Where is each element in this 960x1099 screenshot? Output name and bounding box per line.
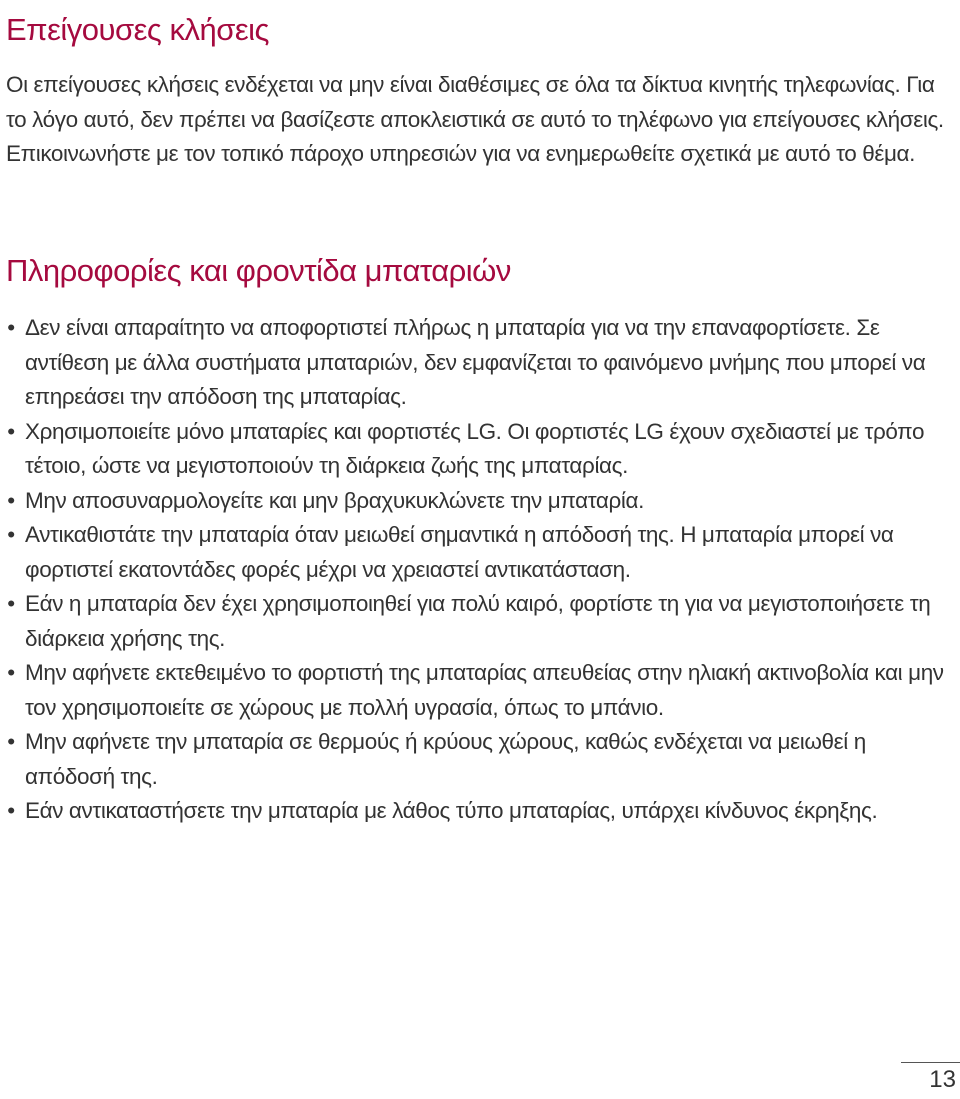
list-item-text: Χρησιμοποιείτε μόνο μπαταρίες και φορτιστές LG. Οι φορτιστές LG έχουν σχεδιαστεί με τρόπο τέτοιο, ώστε να μεγιστοποιούν τη διάρκεια ζωής της μπαταρίας.	[25, 418, 925, 478]
list-item	[0, 656, 960, 725]
battery-info-heading: Πληροφορίες και φροντίδα μπαταριών	[6, 253, 511, 288]
battery-care-list	[0, 311, 960, 829]
list-item	[0, 311, 960, 415]
emergency-calls-paragraph: Οι επείγουσες κλήσεις ενδέχεται να μην είναι διαθέσιμες σε όλα τα δίκτυα κινητής τηλεφωνίας. Για το λόγο αυτό, δεν πρέπει να βασίζεστε αποκλειστικά σε αυτό το τηλέφωνο για επείγουσες κλήσεις. Επικοινωνήστε με τον τοπικό πάροχο υπηρεσιών για να ενημερωθείτε σχετικά με αυτό το θέμα.	[6, 72, 944, 166]
list-item-text: Μην αφήνετε την μπαταρία σε θερμούς ή κρύους χώρους, καθώς ενδέχεται να μειωθεί η απόδοσή της.	[25, 729, 866, 789]
list-item	[0, 518, 960, 587]
emergency-calls-heading: Επείγουσες κλήσεις	[6, 12, 269, 47]
bullet-icon: •	[7, 660, 15, 685]
bullet-icon: •	[7, 418, 15, 444]
list-item-text: Μην αφήνετε εκτεθειμένο το φορτιστή της μπαταρίας απευθείας στην ηλιακή ακτινοβολία και μην τον χρησιμοποιείτε σε χώρους με πολλή υγρασία, όπως το μπάνιο.	[25, 660, 944, 720]
bullet-icon: •	[7, 315, 15, 340]
list-item-text: Μην αποσυναρμολογείτε και μην βραχυκυκλώνετε την μπαταρία.	[25, 487, 644, 513]
list-item	[0, 587, 960, 656]
list-item-text: Δεν είναι απαραίτητο να αποφορτιστεί πλήρως η μπαταρία για να την επαναφορτίσετε. Σε αντίθεση με άλλα συστήματα μπαταριών, δεν εμφανίζεται το φαινόμενο μνήμης που μπορεί να επηρεάσει την απόδοση της μπαταρίας.	[25, 315, 926, 409]
list-item-text: Αντικαθιστάτε την μπαταρία όταν μειωθεί σημαντικά η απόδοσή της. Η μπαταρία μπορεί να φορτιστεί εκατοντάδες φορές μέχρι να χρειαστεί αντικατάσταση.	[25, 522, 894, 582]
bullet-icon: •	[7, 522, 15, 547]
list-item	[0, 415, 960, 484]
bullet-icon: •	[7, 798, 15, 823]
list-item	[0, 725, 960, 794]
list-item-text: Εάν η μπαταρία δεν έχει χρησιμοποιηθεί για πολύ καιρό, φορτίστε τη για να μεγιστοποιήσετε τη διάρκεια χρήσης της.	[25, 591, 931, 651]
list-item	[0, 484, 960, 519]
bullet-icon: •	[7, 487, 15, 513]
list-item-text: Εάν αντικαταστήσετε την μπαταρία με λάθος τύπο μπαταρίας, υπάρχει κίνδυνος έκρηξης.	[25, 798, 878, 823]
bullet-icon: •	[7, 729, 15, 754]
page-number-rule	[901, 1062, 960, 1063]
bullet-icon: •	[7, 591, 15, 616]
page-number: 13	[929, 1066, 956, 1093]
list-item	[0, 794, 960, 829]
